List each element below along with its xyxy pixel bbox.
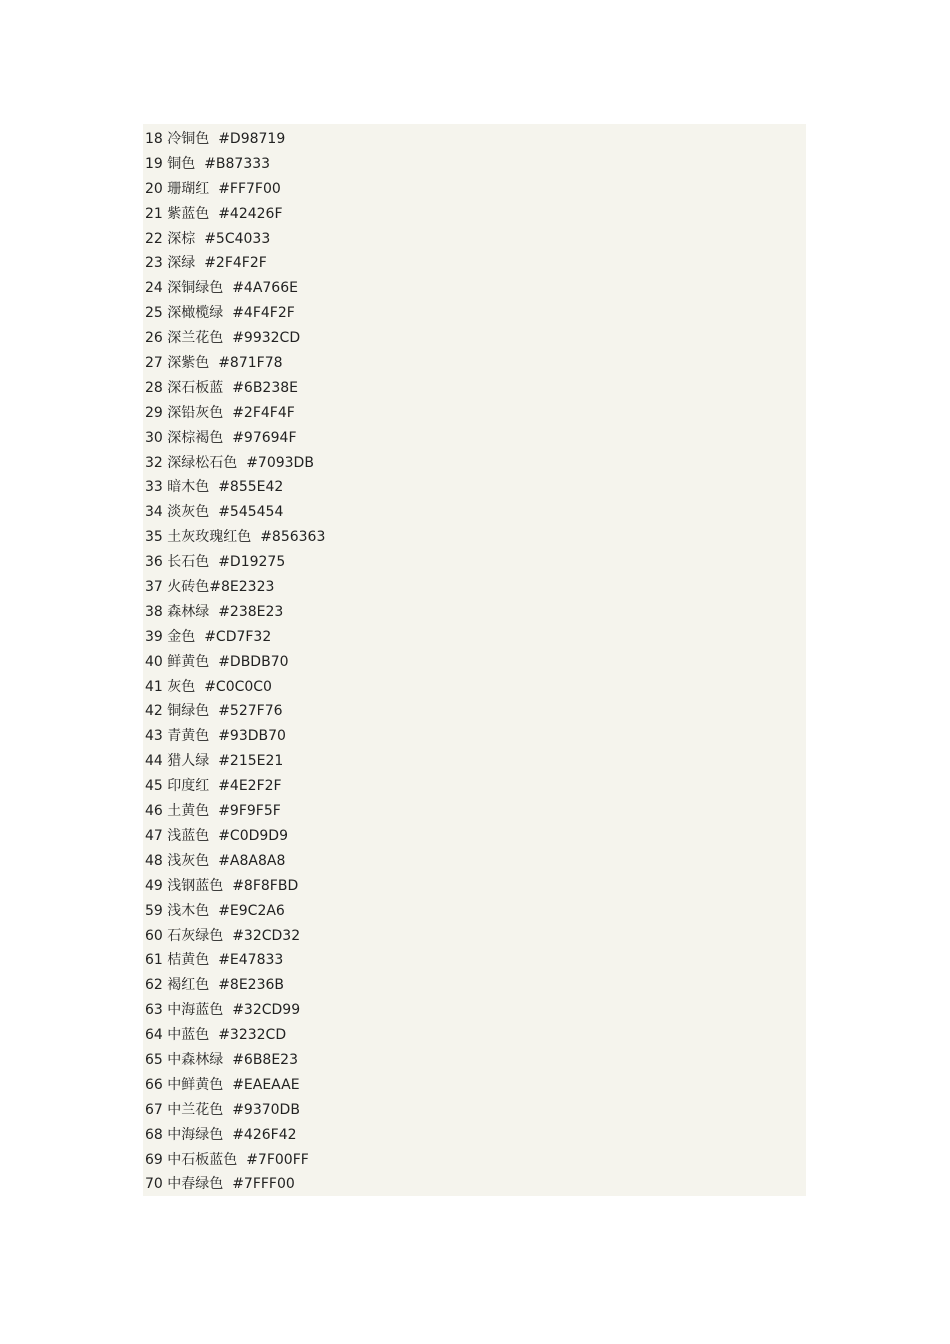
hex-code: #FF7F00 [218,180,281,197]
color-name: 金色 [167,628,196,645]
color-name: 土黄色 [167,803,210,820]
color-entry-row [143,799,806,824]
entry-number: 69 [145,1151,163,1168]
separator [237,455,246,471]
separator [223,280,232,296]
separator [223,1102,232,1118]
color-name: 褐红色 [167,977,210,994]
color-name: 深橄榄绿 [167,305,224,322]
color-entry-row [143,1148,806,1173]
entry-number: 40 [145,653,163,670]
color-name: 深兰花色 [167,330,224,347]
entry-number: 46 [145,803,163,820]
color-name: 中海蓝色 [167,1002,224,1019]
color-name: 冷铜色 [167,131,210,147]
separator [209,131,218,147]
entry-number: 48 [145,852,163,869]
color-name: 深绿 [167,255,196,272]
entry-number: 36 [145,554,163,571]
color-name: 中森林绿 [167,1051,224,1068]
entry-number: 47 [145,827,163,844]
color-name: 深铜绿色 [167,280,224,297]
color-entry-row [143,401,806,426]
hex-code: #856363 [260,529,326,546]
hex-code: #6B8E23 [232,1051,298,1068]
entry-number: 49 [145,877,163,894]
color-entry-row [143,699,806,724]
color-name: 中石板蓝色 [167,1151,238,1168]
color-name: 石灰绿色 [167,927,224,944]
separator [209,654,218,670]
entry-number: 25 [145,305,163,322]
color-name: 桔黄色 [167,952,210,969]
color-name: 灰色 [167,678,196,695]
color-entry-row [143,525,806,550]
entry-number: 39 [145,628,163,645]
color-entry-row [143,774,806,799]
color-entry-row [143,451,806,476]
entry-number: 33 [145,479,163,496]
separator [195,156,204,172]
entry-number: 44 [145,753,163,770]
color-entry-row [143,724,806,749]
color-name: 中春绿色 [167,1176,224,1193]
hex-code: #E47833 [218,952,284,969]
hex-code: #3232CD [218,1027,287,1044]
hex-code: #4A766E [232,280,298,297]
separator [209,1027,218,1043]
hex-code: #238E23 [218,603,284,620]
color-name: 淡灰色 [167,504,210,521]
entry-number: 30 [145,429,163,446]
color-name: 深绿松石色 [167,454,238,471]
color-name: 紫蓝色 [167,205,210,222]
color-entry-row [143,924,806,949]
entry-number: 22 [145,230,163,247]
separator [209,778,218,794]
hex-code: #B87333 [204,155,271,172]
entry-number: 21 [145,205,163,222]
hex-code: #D98719 [218,131,286,147]
separator [223,1077,232,1093]
separator [223,1127,232,1143]
color-name: 猎人绿 [167,753,210,770]
color-entry-row [143,824,806,849]
color-entry-row [143,550,806,575]
color-entry-row [143,475,806,500]
separator [251,529,260,545]
entry-number: 37 [145,579,163,596]
color-entry-row [143,301,806,326]
hex-code: #E9C2A6 [218,902,285,919]
color-entry-row [143,227,806,252]
entry-number: 64 [145,1027,163,1044]
hex-code: #9F9F5F [218,803,281,820]
color-entry-row [143,1098,806,1123]
entry-number: 59 [145,902,163,919]
hex-code: #527F76 [218,703,283,720]
color-entry-row [143,326,806,351]
entry-number: 35 [145,529,163,546]
hex-code: #97694F [232,429,297,446]
entry-number: 18 [145,131,163,147]
entry-number: 70 [145,1176,163,1193]
color-name: 珊瑚红 [167,180,210,197]
entry-number: 61 [145,952,163,969]
hex-code: #7F00FF [246,1151,309,1168]
color-name: 深棕 [167,230,196,247]
separator [237,1152,246,1168]
color-entry-row [143,749,806,774]
color-entry-row [143,899,806,924]
color-entry-row [143,675,806,700]
separator [209,206,218,222]
separator [209,828,218,844]
hex-code: #42426F [218,205,283,222]
entry-number: 20 [145,180,163,197]
color-name: 长石色 [167,554,210,571]
separator [209,181,218,197]
color-entry-row [143,1123,806,1148]
entry-number: 67 [145,1101,163,1118]
separator [223,928,232,944]
color-entry-row [143,600,806,625]
entry-number: 34 [145,504,163,521]
separator [209,504,218,520]
color-name: 鲜黄色 [167,653,210,670]
entry-number: 60 [145,927,163,944]
separator [223,405,232,421]
hex-code: #855E42 [218,479,284,496]
color-name: 铜绿色 [167,703,210,720]
entry-number: 23 [145,255,163,272]
color-name: 中鲜黄色 [167,1076,224,1093]
entry-number: 24 [145,280,163,297]
separator [209,554,218,570]
color-name: 深紫色 [167,355,210,372]
separator [209,753,218,769]
separator [195,231,204,247]
separator [195,679,204,695]
separator [209,604,218,620]
separator [223,380,232,396]
separator [209,728,218,744]
hex-code: #2F4F2F [204,255,267,272]
separator [209,803,218,819]
entry-number: 26 [145,330,163,347]
color-name: 浅钢蓝色 [167,877,224,894]
hex-code: #8E236B [218,977,284,994]
separator [209,903,218,919]
entry-number: 68 [145,1126,163,1143]
color-entry-row [143,202,806,227]
color-entry-row [143,998,806,1023]
color-name: 森林绿 [167,603,210,620]
color-entry-row [143,177,806,202]
separator [223,1002,232,1018]
color-name: 深石板蓝 [167,379,224,396]
hex-code: #8E2323 [209,579,275,596]
entry-number: 19 [145,155,163,172]
color-entry-row [143,650,806,675]
color-name: 印度红 [167,778,210,795]
entry-number: 43 [145,728,163,745]
hex-code: #4F4F2F [232,305,295,322]
hex-code: #9932CD [232,330,301,347]
hex-code: #545454 [218,504,284,521]
hex-code: #DBDB70 [218,653,289,670]
entry-number: 38 [145,603,163,620]
entry-number: 32 [145,454,163,471]
separator [223,1176,232,1192]
entry-number: 66 [145,1076,163,1093]
color-name: 中蓝色 [167,1027,210,1044]
separator [209,977,218,993]
hex-code: #7FFF00 [232,1176,295,1193]
entry-number: 27 [145,355,163,372]
color-name: 暗木色 [167,479,210,496]
hex-code: #426F42 [232,1126,297,1143]
separator [223,330,232,346]
hex-code: #215E21 [218,753,284,770]
hex-code: #EAEAAE [232,1076,300,1093]
color-entry-row [143,1073,806,1098]
color-name: 浅蓝色 [167,827,210,844]
separator [223,878,232,894]
separator [209,853,218,869]
color-entry-row [143,500,806,525]
color-entry-row [143,1172,806,1197]
separator [209,479,218,495]
entry-number: 45 [145,778,163,795]
color-name: 深棕褐色 [167,429,224,446]
color-entry-row [143,625,806,650]
hex-code: #CD7F32 [204,628,272,645]
color-name: 浅灰色 [167,852,210,869]
entry-number: 62 [145,977,163,994]
color-entry-row [143,874,806,899]
separator [209,703,218,719]
color-entry-row [143,351,806,376]
color-name: 中海绿色 [167,1126,224,1143]
hex-code: #32CD32 [232,927,301,944]
separator [209,952,218,968]
separator [195,629,204,645]
hex-code: #4E2F2F [218,778,282,795]
hex-code: #6B238E [232,379,298,396]
color-name: 火砖色 [167,579,210,596]
separator [209,355,218,371]
hex-code: #C0D9D9 [218,827,288,844]
hex-code: #871F78 [218,355,283,372]
hex-code: #7093DB [246,454,314,471]
color-entry-row [143,849,806,874]
hex-code: #8F8FBD [232,877,299,894]
color-entry-row [143,152,806,177]
entry-number: 63 [145,1002,163,1019]
hex-code: #32CD99 [232,1002,301,1019]
color-name: 中兰花色 [167,1101,224,1118]
hex-code: #A8A8A8 [218,852,286,869]
separator [223,305,232,321]
hex-code: #D19275 [218,554,286,571]
entry-number: 65 [145,1051,163,1068]
color-name: 土灰玫瑰红色 [167,529,252,546]
entry-number: 42 [145,703,163,720]
color-entry-row [143,1023,806,1048]
color-entry-row [143,948,806,973]
hex-code: #2F4F4F [232,404,295,421]
separator [223,430,232,446]
separator [195,255,204,271]
color-entry-row [143,276,806,301]
entry-number: 28 [145,379,163,396]
color-entry-row [143,376,806,401]
color-entry-row [143,127,806,152]
hex-code: #5C4033 [204,230,271,247]
color-entry-row [143,973,806,998]
color-entry-row [143,1048,806,1073]
color-entry-row [143,575,806,600]
color-name: 浅木色 [167,902,210,919]
color-entry-row [143,426,806,451]
hex-code: #93DB70 [218,728,286,745]
color-name: 深铅灰色 [167,404,224,421]
hex-code: #9370DB [232,1101,300,1118]
hex-code: #C0C0C0 [204,678,272,695]
color-name: 铜色 [167,155,196,172]
color-name: 青黄色 [167,728,210,745]
entry-number: 41 [145,678,163,695]
color-list-panel [143,124,806,1196]
entry-number: 29 [145,404,163,421]
separator [223,1052,232,1068]
color-entry-row [143,251,806,276]
